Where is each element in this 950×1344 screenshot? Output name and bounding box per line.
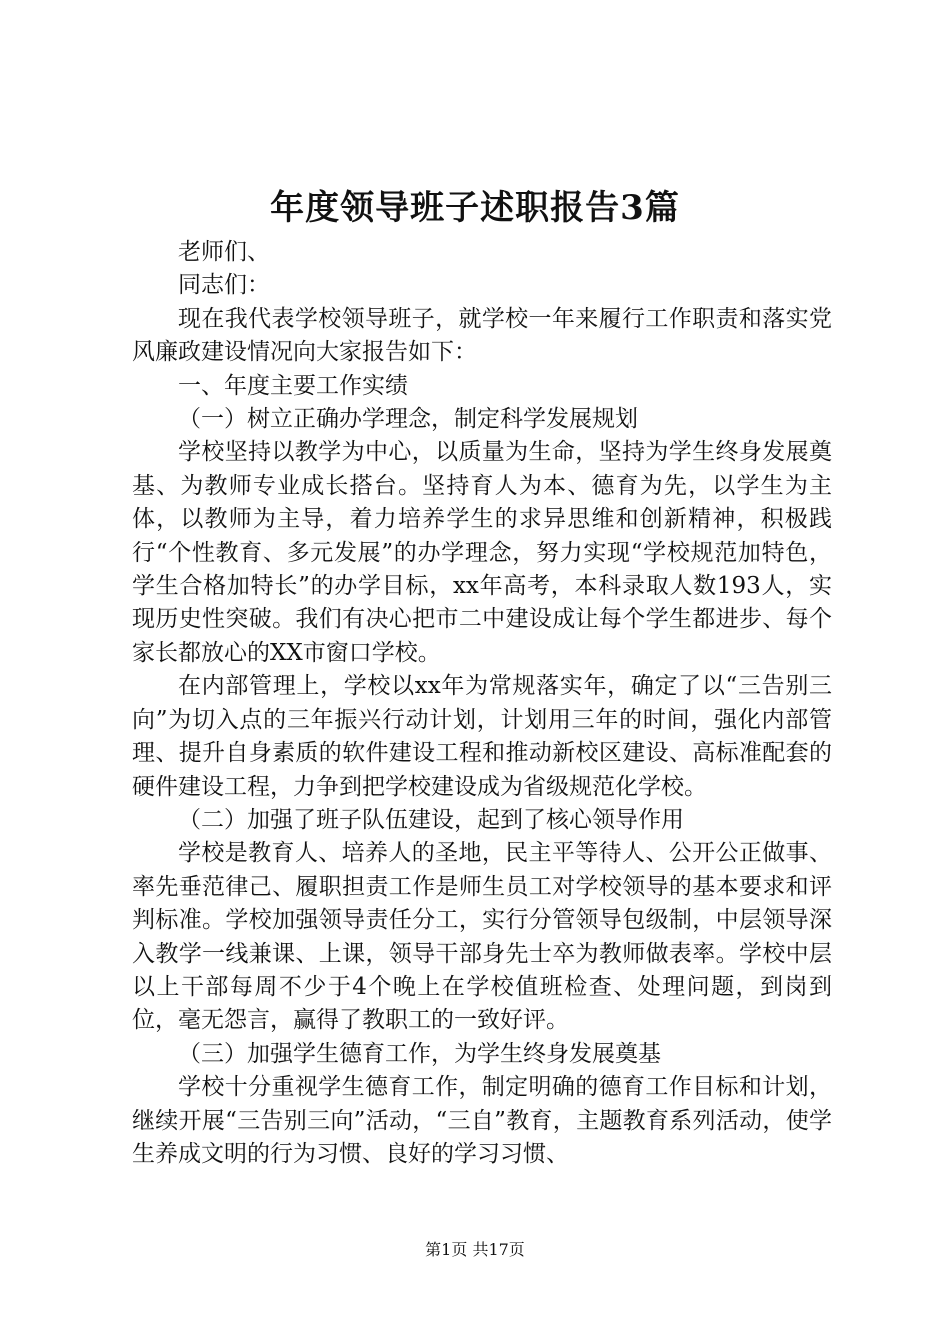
subsection-heading: （三）加强学生德育工作，为学生终身发展奠基 <box>178 1040 661 1067</box>
intro-paragraph: 现在我代表学校领导班子，就学校一年来履行工作职责和落实党风廉政建设情况向大家报告如下： <box>132 305 832 366</box>
document-title: 年度领导班子述职报告3篇 <box>270 188 680 228</box>
body-paragraph: 学校十分重视学生德育工作，制定明确的德育工作目标和计划，继续开展“三告别三向”活动，“三自”教育，主题教育系列活动，使学生养成文明的行为习惯、良好的学习习惯、 <box>132 1074 832 1167</box>
body-paragraph: 学校是教育人、培养人的圣地，民主平等待人、公开公正做事、率先垂范律己、履职担责工作是师生员工对学校领导的基本要求和评判标准。学校加强领导责任分工，实行分管领导包级制，中层领导深入教学一线兼课、上课，领导干部身先士卒为教师做表率。学校中层以上干部每周不少于4个晚上在学校值班检查、处理问题，到岗到位，毫无怨言，赢得了教职工的一致好评。 <box>132 840 832 1034</box>
salutation-teachers: 老师们、 <box>178 239 270 265</box>
section-heading: 一、年度主要工作实绩 <box>178 372 408 399</box>
page-footer: 第1页 共17页 <box>425 1240 525 1259</box>
document-body <box>132 236 832 1171</box>
subsection-heading: （二）加强了班子队伍建设，起到了核心领导作用 <box>178 806 684 833</box>
subsection-heading: （一）树立正确办学理念，制定科学发展规划 <box>178 406 638 433</box>
body-paragraph: 学校坚持以教学为中心，以质量为生命，坚持为学生终身发展奠基、为教师专业成长搭台。坚持育人为本、德育为先，以学生为主体，以教师为主导，着力培养学生的求异思维和创新精神，积极践行“个性教育、多元发展”的办学理念，努力实现“学校规范加特色，学生合格加特长”的办学目标，xx年高考，本科录取人数193人，实现历史性突破。我们有决心把市二中建设成让每个学生都进步、每个家长都放心的XX市窗口学校。 <box>132 439 832 666</box>
salutation-comrades: 同志们： <box>178 272 270 299</box>
body-paragraph: 在内部管理上，学校以xx年为常规落实年，确定了以“三告别三向”为切入点的三年振兴行动计划，计划用三年的时间，强化内部管理、提升自身素质的软件建设工程和推动新校区建设、高标准配套的硬件建设工程，力争到把学校建设成为省级规范化学校。 <box>132 673 832 800</box>
